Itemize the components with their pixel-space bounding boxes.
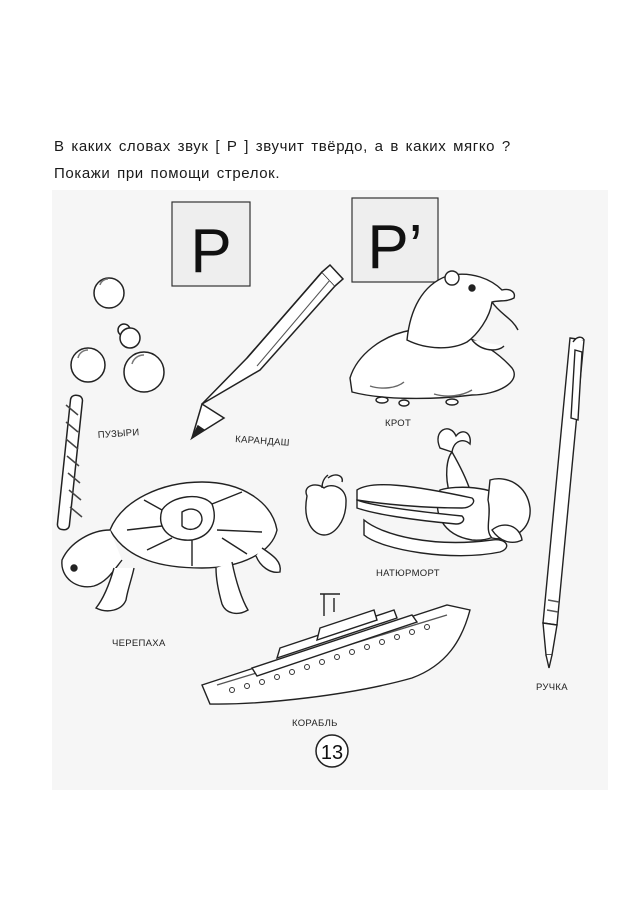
letter-card-soft <box>352 198 438 282</box>
question-line-1: В каких словах звук [ Р ] звучит твёрдо, а в каких мягко ? <box>54 138 511 155</box>
label-still-life: НАТЮРМОРТ <box>376 568 440 579</box>
label-turtle: ЧЕРЕПАХА <box>112 638 166 649</box>
letter-hard: Р <box>190 217 232 286</box>
illustration <box>52 190 608 790</box>
letter-card-hard <box>172 202 250 286</box>
page-number-badge <box>316 735 348 767</box>
letter-soft: Р’ <box>367 213 423 282</box>
label-pencil: КАРАНДАШ <box>234 434 291 449</box>
label-bubbles: ПУЗЫРИ <box>97 427 140 441</box>
question-line-2: Покажи при помощи стрелок. <box>54 165 281 182</box>
page-number: 13 <box>320 742 344 764</box>
label-pen: РУЧКА <box>536 682 568 693</box>
label-ship: КОРАБЛЬ <box>292 718 338 729</box>
label-mole: КРОТ <box>385 418 412 429</box>
